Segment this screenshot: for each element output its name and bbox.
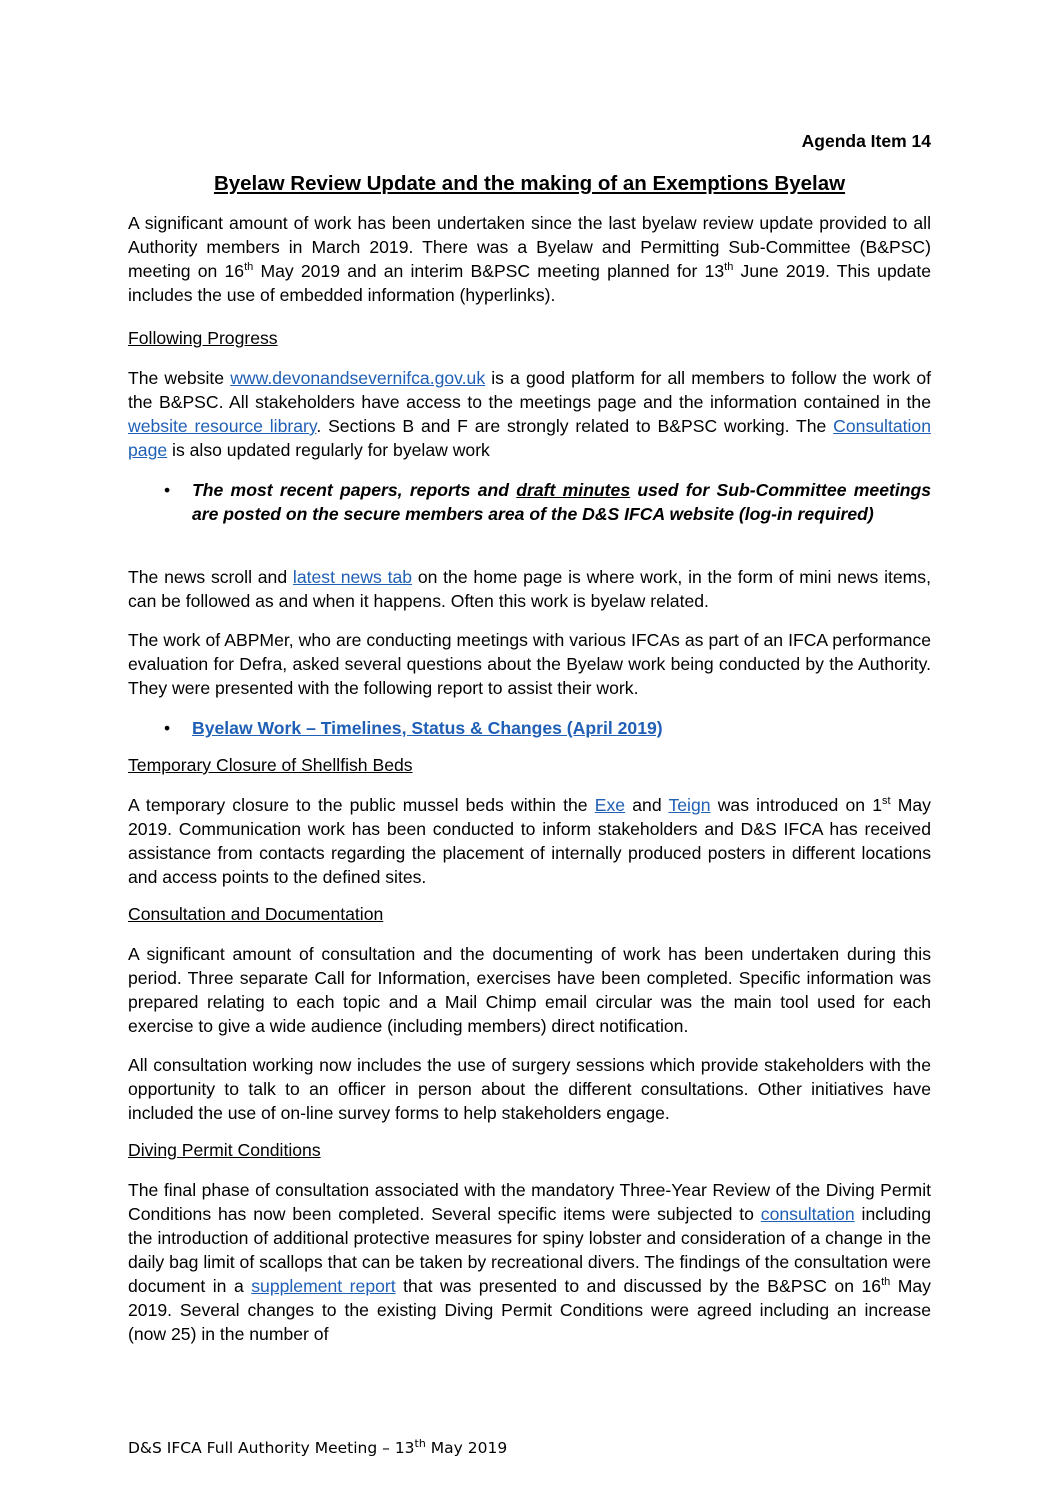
footer-sup: th [414,1436,426,1450]
footer-text-1: D&S IFCA Full Authority Meeting – 13 [128,1439,415,1457]
website-link[interactable]: www.devonandsevernifca.gov.uk [230,368,486,388]
bullet-icon: • [164,480,171,500]
closure-sup: st [882,795,891,808]
website-text-3: . Sections B and F are strongly related to B&PSC working. The [316,416,834,436]
intro-sup-2: th [724,261,734,274]
members-area-text [192,478,931,526]
list-item-byelaw-report [164,716,931,740]
intro-sup-1: th [244,261,254,274]
diving-sup: th [881,1276,891,1289]
teign-link[interactable]: Teign [668,795,711,815]
page-title: Byelaw Review Update and the making of an Exemptions Byelaw [213,172,846,195]
section-heading-consultation-documentation: Consultation and Documentation [128,904,384,924]
members-area-text-2: used for Sub-Committee meetings are posted on the secure members area of the D&S IFCA website (log-in required) [192,480,931,524]
latest-news-link[interactable]: latest news tab [292,567,413,587]
agenda-item-label: Agenda Item 14 [801,131,931,151]
temporary-closure-paragraph [128,793,931,889]
intro-paragraph [128,211,931,307]
bullet-icon: • [164,718,171,738]
members-area-text-1: The most recent papers, reports and [192,480,517,500]
diving-text-2: including the introduction of additional protective measures for spiny lobster and consideration of a change in the daily bag limit of scallops that can be taken by recreational divers. The findings of the consultation were document in a [128,1204,931,1296]
intro-text-2: May 2019 and an interim B&PSC meeting planned for 13 [253,261,725,281]
news-paragraph [128,565,931,613]
consultation-paragraph-1: A significant amount of consultation and the documenting of work has been undertaken during this period. Three separate Call for Information, exercises have been completed. Specific information was prepared relating to each topic and a Mail Chimp email circular was the main tool used for each exercise to give a wide audience (including members) direct notification. [128,944,931,1036]
closure-text-4: May 2019. Communication work has been conducted to inform stakeholders and D&S IFCA has received assistance from contacts regarding the placement of internally produced posters in different locations and access points to the defined sites. [128,795,931,887]
list-item-members-area [164,478,931,550]
consultation-paragraph-2: All consultation working now includes the use of surgery sessions which provide stakeholders with the opportunity to talk to an officer in person about the different consultations. Other initiatives have included the use of on-line survey forms to help stakeholders engage. [128,1055,931,1123]
footer-text-2: May 2019 [425,1439,508,1457]
byelaw-report-link[interactable]: Byelaw Work – Timelines, Status & Changes (April 2019) [192,718,663,738]
resource-library-link[interactable]: website resource library [128,416,317,436]
section-heading-temporary-closure: Temporary Closure of Shellfish Beds [128,755,413,775]
abpmer-paragraph: The work of ABPMer, who are conducting meetings with various IFCAs as part of an IFCA performance evaluation for Defra, asked several questions about the Byelaw work being conducted by the Authority. They were presented with the following report to assist their work. [128,630,931,698]
website-text-1: The website [128,368,231,388]
draft-minutes-link[interactable]: draft minutes [516,480,631,500]
intro-text-1: A significant amount of work has been undertaken since the last byelaw review update provided to all Authority members in March 2019. There was a Byelaw and Permitting Sub-Committee (B&PSC) meeting on 16 [128,213,931,281]
diving-permit-paragraph [128,1178,931,1346]
exe-link[interactable]: Exe [594,795,626,815]
news-text-1: The news scroll and [128,567,293,587]
section-heading-following-progress: Following Progress [128,328,278,348]
byelaw-report-item [192,716,931,740]
supplement-report-link[interactable]: supplement report [251,1276,396,1296]
website-text-4: is also updated regularly for byelaw work [167,440,490,460]
page-footer [128,1436,508,1457]
news-text-2: on the home page is where work, in the form of mini news items, can be followed as and when it happens. Often this work is byelaw related. [128,567,931,611]
diving-text-1: The final phase of consultation associated with the mandatory Three-Year Review of the Diving Permit Conditions has now been completed. Several specific items were subjected to [128,1180,931,1224]
consultation-page-link[interactable]: Consultation page [128,416,931,460]
closure-text-3: was introduced on 1 [710,795,883,815]
closure-text-1: A temporary closure to the public mussel beds within the [128,795,595,815]
intro-text-3: June 2019. This update includes the use of embedded information (hyperlinks). [128,261,931,305]
website-paragraph [128,366,931,462]
diving-text-4: May 2019. Several changes to the existing Diving Permit Conditions were agreed including an increase (now 25) in the number of [128,1276,931,1344]
closure-text-2: and [625,795,669,815]
diving-text-3: that was presented to and discussed by the B&PSC on 16 [395,1276,882,1296]
consultation-link[interactable]: consultation [760,1204,855,1224]
section-heading-diving-permit: Diving Permit Conditions [128,1140,321,1160]
website-text-2: is a good platform for all members to follow the work of the B&PSC. All stakeholders have access to the meetings page and the information contained in the [128,368,931,412]
